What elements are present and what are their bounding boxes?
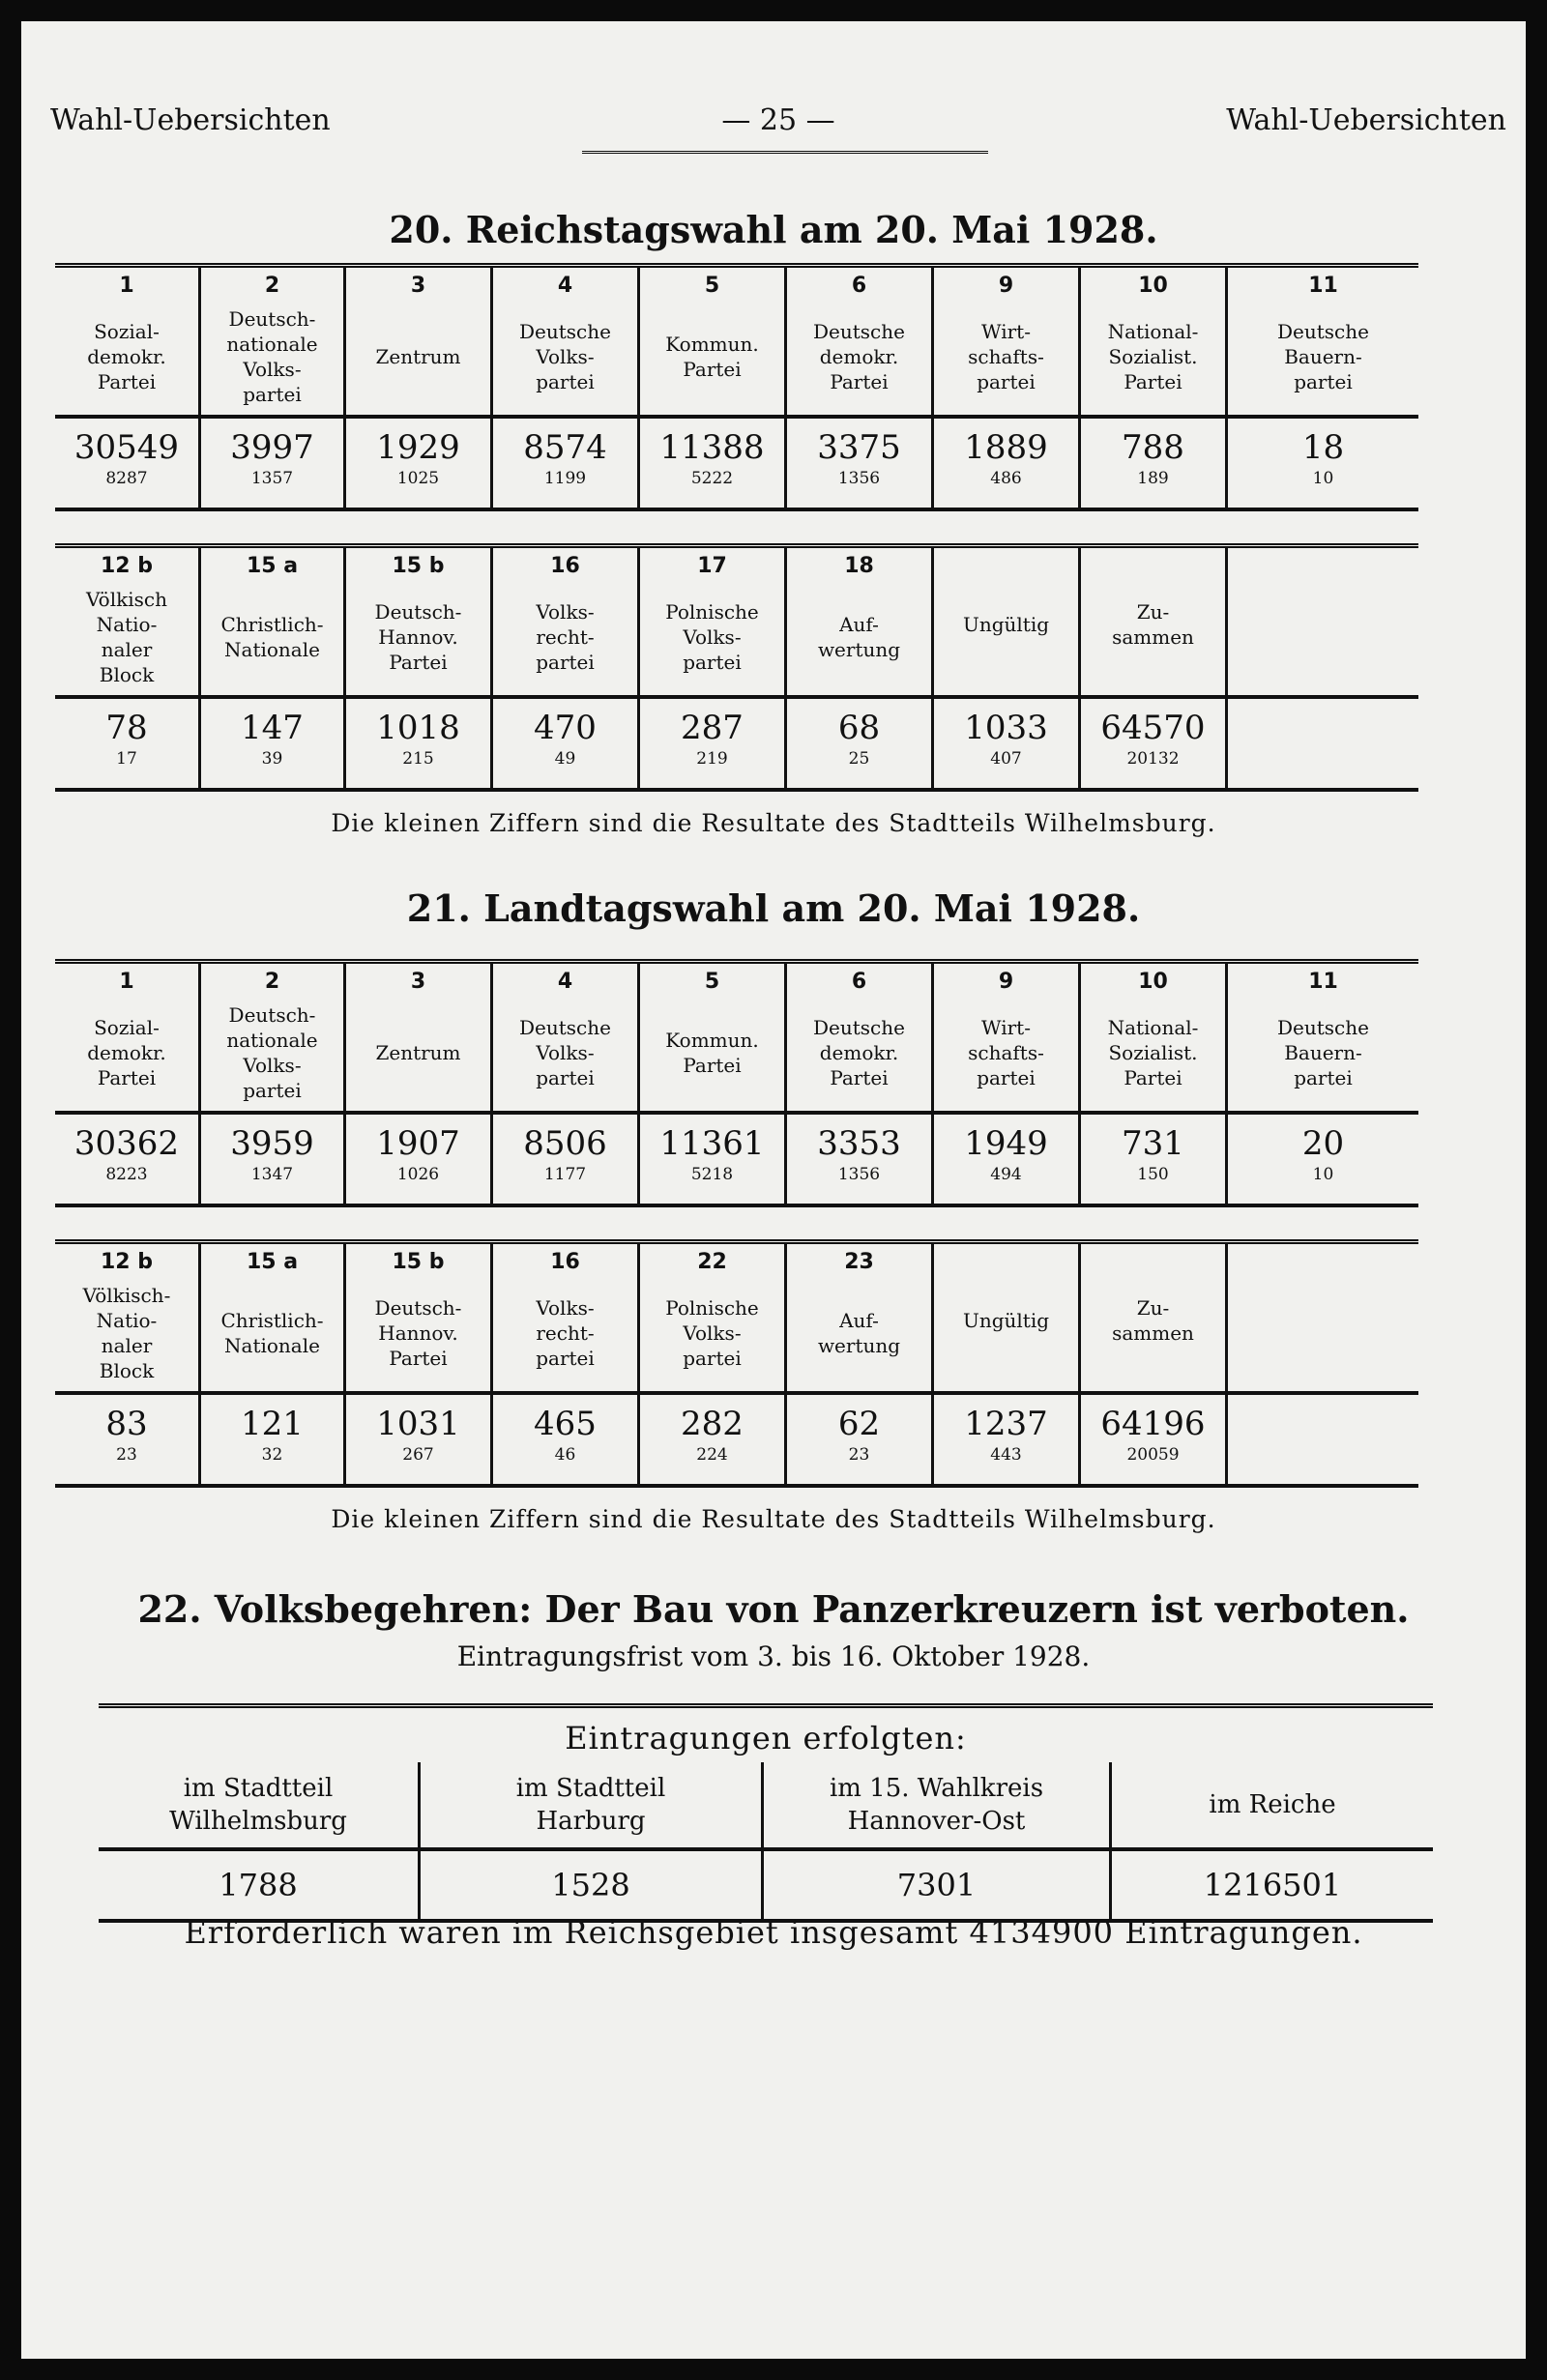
party-number: 9 [998, 970, 1014, 994]
party-label: Polnische Volks- partei [665, 1295, 759, 1370]
vote-total: 11361 [659, 1124, 765, 1163]
vote-wilhelmsburg: 1026 [396, 1165, 440, 1184]
vote-total: 470 [534, 709, 597, 747]
party-header [1078, 268, 1225, 415]
party-label: Deutsch- Hannov. Partei [374, 1295, 462, 1370]
party-label: Deutsch- nationale Volks- partei [226, 306, 318, 406]
party-number: 10 [1138, 274, 1168, 298]
party-label: Deutsch- Hannov. Partei [374, 599, 462, 674]
party-label: Deutsche demokr. Partei [813, 319, 905, 393]
vote-wilhelmsburg: 17 [116, 749, 137, 769]
vote-wilhelmsburg: 49 [554, 749, 576, 769]
vote-total: 1907 [376, 1124, 460, 1163]
party-value [1225, 1395, 1418, 1484]
party-header [198, 268, 343, 415]
vote-total: 1031 [376, 1405, 460, 1443]
party-label: Zentrum [375, 1040, 461, 1064]
party-label: Christlich- Nationale [220, 1308, 324, 1357]
party-number: 5 [704, 970, 720, 994]
party-value [198, 699, 343, 788]
party-header [55, 1244, 198, 1391]
vote-total: 465 [534, 1405, 597, 1443]
party-number: 10 [1138, 970, 1168, 994]
party-number: 15 a [246, 554, 299, 578]
vote-total: 282 [681, 1405, 744, 1443]
table-21-bottom [55, 1239, 1418, 1488]
vote-wilhelmsburg: 1356 [837, 1165, 881, 1184]
party-header [343, 1244, 490, 1391]
party-label: Deutsch- nationale Volks- partei [226, 1002, 318, 1102]
party-value [490, 699, 637, 788]
party-header [931, 548, 1078, 695]
party-number: 15 b [392, 554, 445, 578]
party-value [784, 699, 931, 788]
party-header [931, 1244, 1078, 1391]
vote-wilhelmsburg: 20132 [1126, 749, 1180, 769]
party-value [343, 419, 490, 508]
party-label: Deutsche Volks- partei [519, 319, 611, 393]
party-value [1078, 419, 1225, 508]
party-label: National- Sozialist. Partei [1107, 1015, 1199, 1089]
party-value [198, 419, 343, 508]
vote-wilhelmsburg: 10 [1312, 1165, 1334, 1184]
party-value [1078, 699, 1225, 788]
vote-wilhelmsburg: 219 [696, 749, 728, 769]
party-header [198, 548, 343, 695]
party-value [1225, 1115, 1418, 1204]
vote-wilhelmsburg: 443 [990, 1445, 1022, 1465]
vote-wilhelmsburg: 267 [402, 1445, 434, 1465]
vote-total: 11388 [659, 428, 765, 467]
vote-wilhelmsburg: 1347 [250, 1165, 294, 1184]
party-number: 16 [550, 554, 580, 578]
party-label: Wirt- schafts- partei [968, 1015, 1044, 1089]
party-header [1078, 548, 1225, 695]
party-value [1225, 699, 1418, 788]
vote-total: 1949 [964, 1124, 1048, 1163]
party-header [1225, 268, 1418, 415]
party-number: 11 [1308, 970, 1338, 994]
vote-total: 1237 [964, 1405, 1048, 1443]
party-value [55, 419, 198, 508]
party-header [343, 548, 490, 695]
vote-wilhelmsburg: 32 [261, 1445, 283, 1465]
party-number: 6 [851, 274, 867, 298]
petition-header-wahlkreis: im 15. Wahlkreis Hannover-Ost [761, 1762, 1109, 1847]
party-label: Sozial- demokr. Partei [87, 1015, 166, 1089]
party-number: 4 [557, 274, 573, 298]
party-label: Polnische Volks- partei [665, 599, 759, 674]
party-header [784, 548, 931, 695]
table-20-bottom [55, 543, 1418, 792]
header-row [55, 263, 1418, 419]
party-value [1078, 1395, 1225, 1484]
party-number: 12 b [100, 1250, 154, 1274]
petition-value-harburg: 1528 [418, 1851, 761, 1919]
party-value [931, 1395, 1078, 1484]
vote-wilhelmsburg: 25 [848, 749, 870, 769]
party-header [198, 964, 343, 1111]
vote-total: 147 [241, 709, 304, 747]
party-label: Zu- sammen [1112, 1296, 1194, 1345]
vote-wilhelmsburg: 1199 [543, 469, 587, 488]
party-number: 1 [119, 970, 134, 994]
party-header [198, 1244, 343, 1391]
party-label: Wirt- schafts- partei [968, 319, 1044, 393]
header-row [55, 1239, 1418, 1395]
vote-total: 18 [1301, 428, 1345, 467]
petition-header-harburg: im Stadtteil Harburg [418, 1762, 761, 1847]
petition-value-wilhelmsburg: 1788 [219, 1867, 298, 1903]
party-value [55, 1115, 198, 1204]
vote-total: 1033 [964, 709, 1048, 747]
petition-table [99, 1703, 1433, 1923]
vote-total: 788 [1122, 428, 1184, 467]
party-value [784, 419, 931, 508]
party-header [490, 548, 637, 695]
vote-wilhelmsburg: 189 [1137, 469, 1169, 488]
party-value [1225, 419, 1418, 508]
vote-total: 30549 [73, 428, 180, 467]
party-label: Volks- recht- partei [536, 599, 595, 674]
party-value [931, 699, 1078, 788]
vote-total: 30362 [73, 1124, 180, 1163]
vote-wilhelmsburg: 486 [990, 469, 1022, 488]
vote-total: 68 [837, 709, 881, 747]
party-header [784, 964, 931, 1111]
party-value [198, 1395, 343, 1484]
party-number: 17 [697, 554, 727, 578]
section-22-title: 22. Volksbegehren: Der Bau von Panzerkreuzern ist verboten. [137, 1587, 1410, 1631]
party-number: 23 [844, 1250, 874, 1274]
party-value [490, 419, 637, 508]
party-number: 9 [998, 274, 1014, 298]
party-value [343, 1115, 490, 1204]
vote-total: 8574 [523, 428, 607, 467]
section-22-subtitle: Eintragungsfrist vom 3. bis 16. Oktober 1928. [456, 1640, 1091, 1672]
header-row [55, 959, 1418, 1115]
vote-total: 731 [1122, 1124, 1184, 1163]
party-label: Kommun. Partei [665, 1028, 759, 1077]
party-header [490, 268, 637, 415]
party-label: Auf- wertung [817, 612, 901, 661]
party-value [55, 1395, 198, 1484]
vote-wilhelmsburg: 8287 [105, 469, 148, 488]
party-header [490, 964, 637, 1111]
vote-wilhelmsburg: 20059 [1126, 1445, 1180, 1465]
section-22-final-note: Erforderlich waren im Reichsgebiet insgesamt 4134900 Eintragungen. [184, 1914, 1363, 1951]
vote-wilhelmsburg: 1357 [250, 469, 294, 488]
party-header [637, 964, 784, 1111]
vote-total: 1929 [376, 428, 460, 467]
party-value [343, 1395, 490, 1484]
vote-wilhelmsburg: 23 [116, 1445, 137, 1465]
vote-wilhelmsburg: 407 [990, 749, 1022, 769]
party-value [198, 1115, 343, 1204]
party-value [490, 1395, 637, 1484]
party-label: Kommun. Partei [665, 332, 759, 381]
party-header [784, 268, 931, 415]
vote-wilhelmsburg: 1356 [837, 469, 881, 488]
table-21-top [55, 959, 1418, 1207]
party-header [637, 268, 784, 415]
party-header [1225, 548, 1418, 695]
party-number: 3 [410, 970, 426, 994]
party-header [55, 548, 198, 695]
party-value [637, 1395, 784, 1484]
party-label: Ungültig [962, 1309, 1050, 1332]
party-header [637, 1244, 784, 1391]
petition-value-wahlkreis: 7301 [761, 1851, 1109, 1919]
vote-wilhelmsburg: 150 [1137, 1165, 1169, 1184]
party-value [55, 699, 198, 788]
party-label: Zu- sammen [1112, 600, 1194, 649]
vote-total: 3959 [230, 1124, 314, 1163]
vote-total: 1889 [964, 428, 1048, 467]
party-label: Zentrum [375, 344, 461, 368]
party-header [637, 548, 784, 695]
party-label: Deutsche demokr. Partei [813, 1015, 905, 1089]
party-number: 2 [264, 970, 280, 994]
vote-total: 20 [1301, 1124, 1345, 1163]
vote-wilhelmsburg: 8223 [105, 1165, 148, 1184]
party-label: Deutsche Volks- partei [519, 1015, 611, 1089]
section-20-title: 20. Reichstagswahl am 20. Mai 1928. [389, 208, 1158, 251]
vote-wilhelmsburg: 39 [261, 749, 283, 769]
party-label: Ungültig [962, 613, 1050, 636]
party-header [1225, 1244, 1418, 1391]
vote-total: 3375 [817, 428, 901, 467]
vote-total: 1018 [376, 709, 460, 747]
party-number: 15 a [246, 1250, 299, 1274]
party-value [637, 419, 784, 508]
vote-total: 3353 [817, 1124, 901, 1163]
vote-wilhelmsburg: 215 [402, 749, 434, 769]
vote-wilhelmsburg: 494 [990, 1165, 1022, 1184]
party-number: 12 b [100, 554, 154, 578]
petition-header-wilhelmsburg: im Stadtteil Wilhelmsburg [169, 1774, 347, 1836]
party-number: 1 [119, 274, 134, 298]
party-label: Christlich- Nationale [220, 612, 324, 661]
page [21, 21, 1526, 2359]
running-head-right: Wahl-Uebersichten [1226, 103, 1506, 137]
value-row [55, 1395, 1418, 1488]
party-number: 15 b [392, 1250, 445, 1274]
petition-caption: Eintragungen erfolgten: [565, 1720, 967, 1756]
party-header [931, 964, 1078, 1111]
party-header [490, 1244, 637, 1391]
party-header [1078, 964, 1225, 1111]
vote-total: 83 [105, 1405, 148, 1443]
running-head [50, 103, 1506, 152]
petition-header-row [99, 1762, 1433, 1851]
party-label: Auf- wertung [817, 1308, 901, 1357]
party-number: 18 [844, 554, 874, 578]
party-value [784, 1115, 931, 1204]
party-number: 6 [851, 970, 867, 994]
party-label: Völkisch- Natio- naler Block [82, 1283, 171, 1382]
party-label: Völkisch Natio- naler Block [86, 587, 167, 686]
party-header [931, 268, 1078, 415]
party-number: 16 [550, 1250, 580, 1274]
party-number: 3 [410, 274, 426, 298]
vote-wilhelmsburg: 5222 [690, 469, 734, 488]
head-rule [582, 151, 988, 158]
party-header [55, 268, 198, 415]
vote-total: 3997 [230, 428, 314, 467]
party-number: 2 [264, 274, 280, 298]
header-row [55, 543, 1418, 699]
vote-wilhelmsburg: 46 [554, 1445, 576, 1465]
party-value [931, 419, 1078, 508]
vote-total: 78 [105, 709, 148, 747]
vote-wilhelmsburg: 224 [696, 1445, 728, 1465]
petition-value-reich: 1216501 [1109, 1851, 1433, 1919]
vote-wilhelmsburg: 5218 [690, 1165, 734, 1184]
party-header [1078, 1244, 1225, 1391]
party-header [343, 268, 490, 415]
value-row [55, 699, 1418, 792]
table-20-top [55, 263, 1418, 511]
party-header [784, 1244, 931, 1391]
party-value [784, 1395, 931, 1484]
section-21-title: 21. Landtagswahl am 20. Mai 1928. [406, 886, 1141, 930]
page-number: — 25 — [721, 103, 835, 137]
vote-total: 8506 [523, 1124, 607, 1163]
party-number: 11 [1308, 274, 1338, 298]
vote-wilhelmsburg: 1177 [543, 1165, 587, 1184]
party-number: 4 [557, 970, 573, 994]
party-label: Sozial- demokr. Partei [87, 319, 166, 393]
vote-wilhelmsburg: 1025 [396, 469, 440, 488]
section-21-note: Die kleinen Ziffern sind die Resultate des Stadtteils Wilhelmsburg. [331, 1505, 1216, 1533]
party-header [55, 964, 198, 1111]
party-number: 5 [704, 274, 720, 298]
vote-total: 62 [837, 1405, 881, 1443]
party-value [637, 1115, 784, 1204]
vote-wilhelmsburg: 23 [848, 1445, 870, 1465]
section-20-note: Die kleinen Ziffern sind die Resultate des Stadtteils Wilhelmsburg. [331, 809, 1216, 837]
vote-total: 64196 [1100, 1405, 1206, 1443]
party-value [637, 699, 784, 788]
party-label: Deutsche Bauern- partei [1277, 319, 1369, 393]
party-value [490, 1115, 637, 1204]
party-label: Volks- recht- partei [536, 1295, 595, 1370]
vote-total: 64570 [1100, 709, 1206, 747]
vote-total: 121 [241, 1405, 304, 1443]
party-number: 22 [697, 1250, 727, 1274]
party-header [343, 964, 490, 1111]
party-value [931, 1115, 1078, 1204]
party-label: National- Sozialist. Partei [1107, 319, 1199, 393]
petition-value-row [99, 1851, 1433, 1923]
party-header [1225, 964, 1418, 1111]
party-value [343, 699, 490, 788]
vote-total: 287 [681, 709, 744, 747]
party-label: Deutsche Bauern- partei [1277, 1015, 1369, 1089]
value-row [55, 1115, 1418, 1207]
vote-wilhelmsburg: 10 [1312, 469, 1334, 488]
petition-header-reich: im Reiche [1109, 1762, 1433, 1847]
running-head-left: Wahl-Uebersichten [50, 103, 331, 137]
party-value [1078, 1115, 1225, 1204]
value-row [55, 419, 1418, 511]
